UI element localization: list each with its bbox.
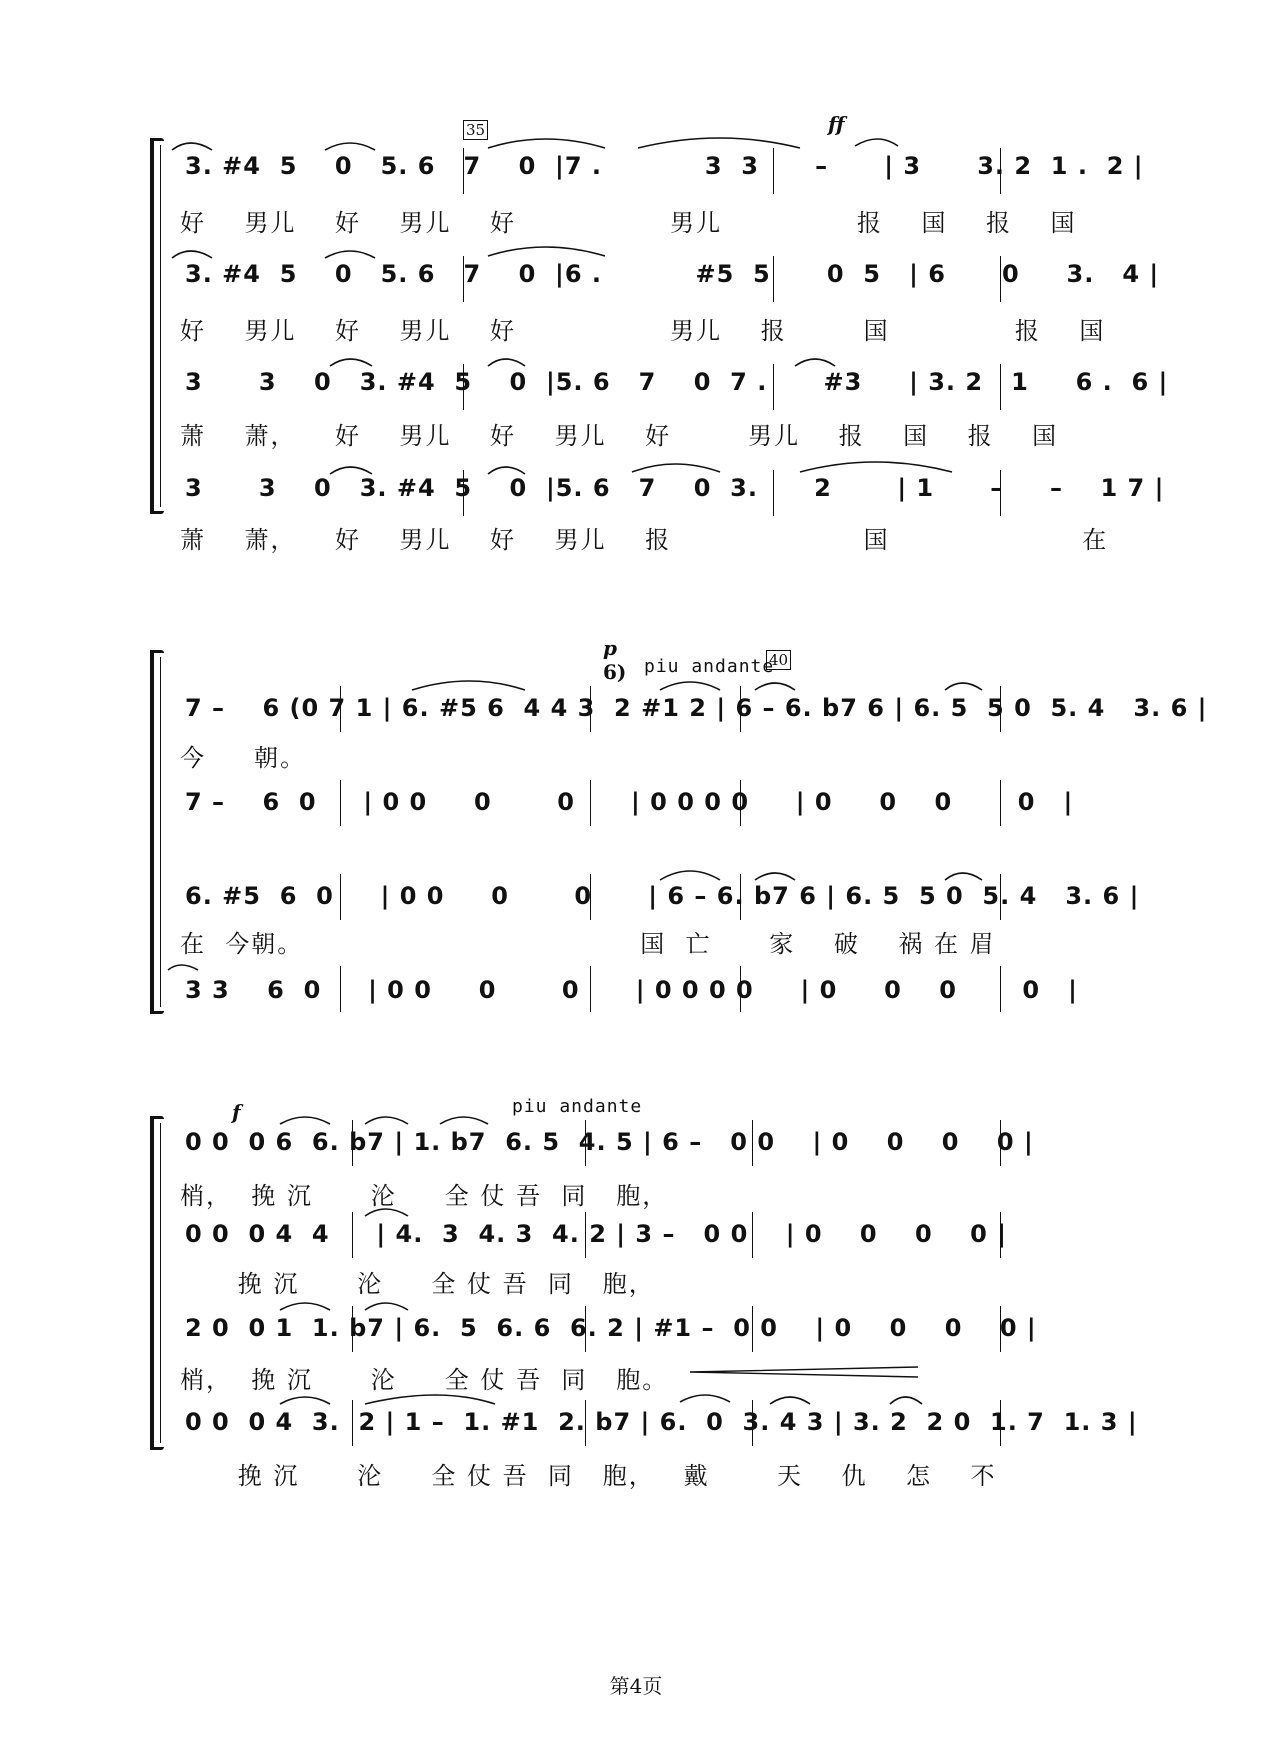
dynamic-p: p (603, 636, 617, 660)
dynamic-ff: ff (828, 112, 845, 136)
part-1-lyrics: 好 男儿 好 男儿 好 男儿 报 国 报 国 (180, 209, 1077, 237)
part-3-notes: 3 3 0 3. #4 5 0 |5. 6 7 0 7 . #3 | 3. 2 1 6 . 6 | (185, 368, 1169, 396)
part-1-lyrics: 梢， 挽 沉 沦 全 仗 吾 同 胞， (180, 1182, 669, 1210)
part-4-lyrics: 萧 萧， 好 男儿 好 男儿 报 国 在 (180, 526, 1109, 554)
part-3-lyrics: 梢， 挽 沉 沦 全 仗 吾 同 胞。 (180, 1366, 669, 1394)
parenthesized-note: 6) (603, 660, 627, 684)
part-2-notes: 7 – 6 0 | 0 0 0 0 | 0 0 0 0 | 0 0 0 0 | (185, 788, 1074, 816)
part-3-notes: 2 0 0 1 1. b7 | 6. 5 6. 6 6. 2 | #1 – 0 0 | 0 0 0 0 | (185, 1314, 1037, 1342)
rehearsal-mark-35: 35 (463, 120, 488, 140)
part-4-notes: 0 0 0 4 3. 2 | 1 – 1. #1 2. b7 | 6. 0 3. 4 3 | 3. 2 2 0 1. 7 1. 3 | (185, 1408, 1138, 1436)
part-2-lyrics: 挽 沉 沦 全 仗 吾 同 胞， (180, 1270, 655, 1298)
part-3-lyrics: 在 今朝。 国 亡 家 破 祸 在 眉 (180, 930, 996, 958)
part-1-notes: 7 – 6 (0 7 1 | 6. #5 6 4 4 3 2 #1 2 | 6 – 6. b7 6 | 6. 5 5 0 5. 4 3. 6 | (185, 694, 1208, 722)
part-3-notes: 6. #5 6 0 | 0 0 0 0 | 6 – 6. b7 6 | 6. 5 5 0 5. 4 3. 6 | (185, 882, 1140, 910)
dynamic-f: f (232, 1100, 241, 1124)
part-1-lyrics: 今 朝。 (180, 744, 307, 772)
part-1-notes: 0 0 0 6 6. b7 | 1. b7 6. 5 4. 5 | 6 – 0 0 | 0 0 0 0 | (185, 1128, 1034, 1156)
part-3-lyrics: 萧 萧， 好 男儿 好 男儿 好 男儿 报 国 报 国 (180, 422, 1059, 450)
part-4-notes: 3 3 0 3. #4 5 0 |5. 6 7 0 3. 2 | 1 – – 1 7 | (185, 474, 1165, 502)
part-2-notes: 0 0 0 4 4 | 4. 3 4. 3 4. 2 | 3 – 0 0 | 0 0 0 0 | (185, 1220, 1007, 1248)
part-1-notes: 3. #4 5 0 5. 6 7 0 |7 . 3 3 – | 3 3. 2 1 . 2 | (185, 152, 1144, 180)
page-number: 第4页 (609, 1674, 663, 1698)
tempo-marking: piu andante (644, 656, 775, 677)
part-2-notes: 3. #4 5 0 5. 6 7 0 |6 . #5 5 0 5 | 6 0 3. 4 | (185, 260, 1160, 288)
rehearsal-mark-40: 40 (766, 650, 791, 670)
part-4-notes: 3 3 6 0 | 0 0 0 0 | 0 0 0 0 | 0 0 0 0 | (185, 976, 1078, 1004)
part-2-lyrics: 好 男儿 好 男儿 好 男儿 报 国 报 国 (180, 317, 1106, 345)
tempo-marking: piu andante (512, 1096, 643, 1117)
part-4-lyrics: 挽 沉 沦 全 仗 吾 同 胞， 戴 天 仇 怎 不 (180, 1462, 997, 1490)
